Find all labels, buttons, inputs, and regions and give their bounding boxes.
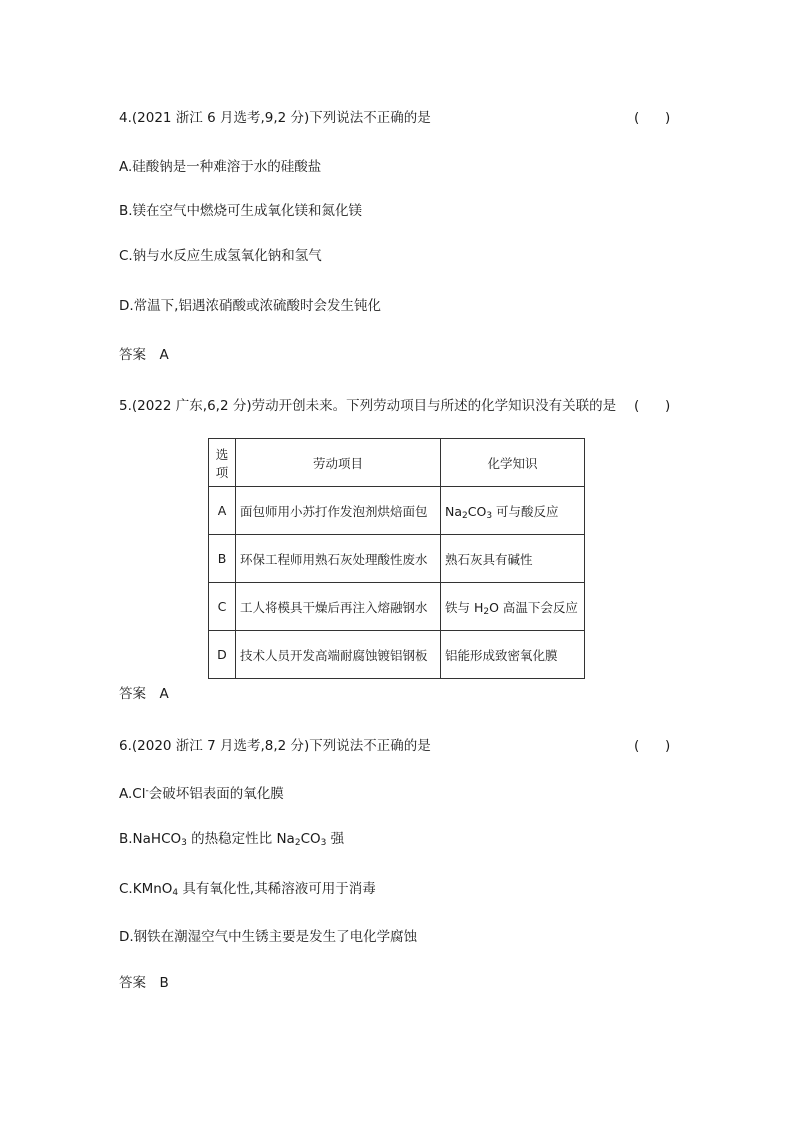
q4-answer-bracket: ( )	[634, 110, 671, 126]
q6-answer-bracket: ( )	[634, 738, 671, 754]
table-row	[209, 535, 585, 583]
q6-option-a: A.Cl-会破坏铝表面的氧化膜	[119, 786, 284, 802]
table-cell-project: 环保工程师用熟石灰处理酸性废水	[236, 535, 441, 583]
table-cell-option: B	[209, 535, 236, 583]
table-cell-project: 面包师用小苏打作发泡剂烘焙面包	[236, 487, 441, 535]
table-header-row	[209, 439, 585, 487]
table-row	[209, 487, 585, 535]
q4-option-a: A.硅酸钠是一种难溶于水的硅酸盐	[119, 159, 322, 175]
q4-option-b: B.镁在空气中燃烧可生成氧化镁和氮化镁	[119, 203, 363, 219]
q6-stem: 6.(2020 浙江 7 月选考,8,2 分)下列说法不正确的是	[119, 738, 431, 754]
q4-option-c: C.钠与水反应生成氢氧化钠和氢气	[119, 248, 322, 264]
table-cell-option: C	[209, 583, 236, 631]
q6-option-c: C.KMnO$_4$ 具有氧化性,其稀溶液可用于消毒	[119, 881, 376, 898]
q6-option-d: D.钢铁在潮湿空气中生锈主要是发生了电化学腐蚀	[119, 929, 418, 945]
table-row	[209, 631, 585, 679]
table-cell-option: A	[209, 487, 236, 535]
q5-options-table	[208, 438, 585, 679]
q5-stem: 5.(2022 广东,6,2 分)劳动开创未来。下列劳动项目与所述的化学知识没有关联的是	[119, 398, 617, 414]
q4-answer: 答案 A	[119, 347, 169, 363]
q4-option-d: D.常温下,铝遇浓硝酸或浓硫酸时会发生钝化	[119, 298, 381, 314]
q5-answer: 答案 A	[119, 686, 169, 702]
table-cell-knowledge: 铝能形成致密氧化膜	[441, 631, 585, 679]
table-header-option: 选项	[209, 439, 236, 487]
table-cell-project: 工人将模具干燥后再注入熔融钢水	[236, 583, 441, 631]
table-header-project: 劳动项目	[236, 439, 441, 487]
table-cell-option: D	[209, 631, 236, 679]
table-cell-project: 技术人员开发高端耐腐蚀镀铝钢板	[236, 631, 441, 679]
table-cell-knowledge: $Na_2CO_3$ 可与酸反应	[441, 487, 585, 535]
q6-answer: 答案 B	[119, 975, 169, 991]
q4-stem: 4.(2021 浙江 6 月选考,9,2 分)下列说法不正确的是	[119, 110, 431, 126]
table-cell-knowledge: 熟石灰具有碱性	[441, 535, 585, 583]
table-row	[209, 583, 585, 631]
table-cell-knowledge: 铁与 $H_2O$ 高温下会反应	[441, 583, 585, 631]
table-header-knowledge: 化学知识	[441, 439, 585, 487]
q6-option-b: B.NaHCO$_3$ 的热稳定性比 $Na_2CO_3$ 强	[119, 831, 345, 848]
q5-answer-bracket: ( )	[634, 398, 671, 414]
